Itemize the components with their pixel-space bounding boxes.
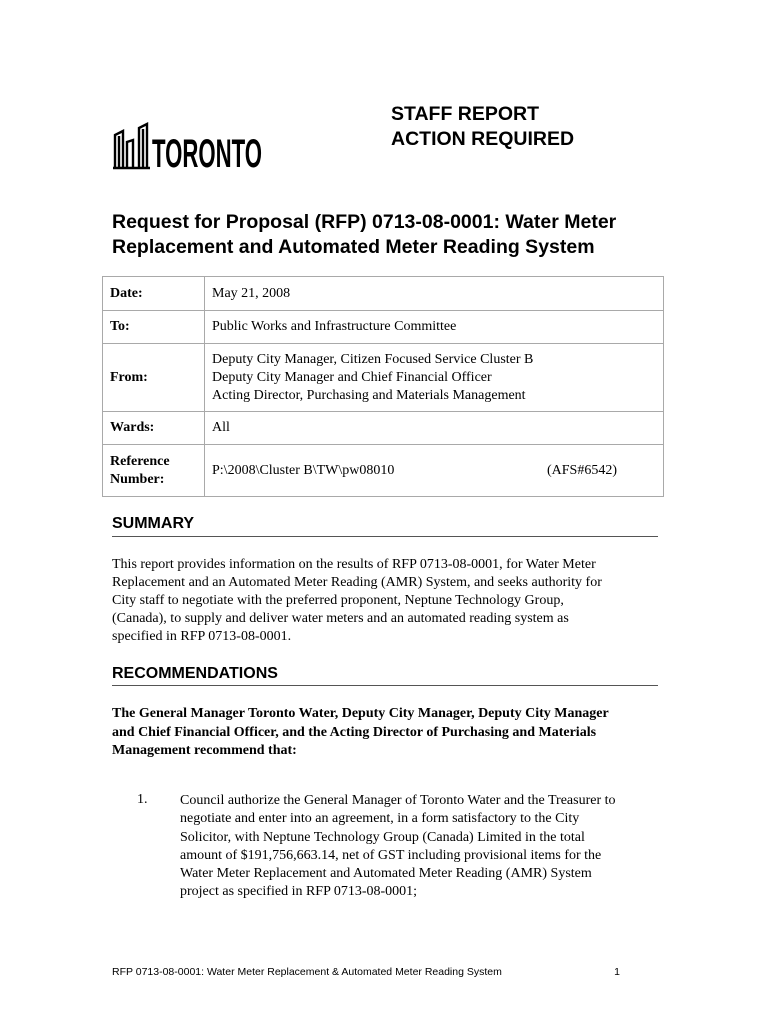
wards-row	[103, 412, 664, 445]
summary-paragraph	[112, 556, 660, 646]
summary-line-4: (Canada), to supply and deliver water meters and an automated reading system as	[112, 611, 569, 626]
recommendation-line-1: Council authorize the General Manager of Toronto Water and the Treasurer to	[180, 793, 616, 808]
date-row	[103, 277, 664, 311]
summary-line-2: Replacement and an Automated Meter Reading (AMR) System, and seeks authority for	[112, 575, 602, 590]
page-footer	[112, 966, 620, 978]
from-value	[205, 344, 664, 412]
recommendation-line-5: Water Meter Replacement and Automated Meter Reading (AMR) System	[180, 866, 592, 882]
reference-value	[205, 445, 664, 497]
footer-text: RFP 0713-08-0001: Water Meter Replacement & Automated Meter Reading System	[112, 966, 502, 978]
from-row	[103, 344, 664, 412]
recommendation-item	[180, 792, 662, 902]
recommendation-line-6: project as specified in RFP 0713-08-0001;	[180, 884, 418, 900]
to-row	[103, 311, 664, 344]
summary-line-5: specified in RFP 0713-08-0001.	[112, 629, 292, 644]
reference-label	[103, 445, 205, 497]
date-value: May 21, 2008	[205, 277, 664, 311]
to-label: To:	[103, 311, 205, 344]
from-line-1: Deputy City Manager, Citizen Focused Service Cluster B	[212, 351, 534, 367]
from-line-2: Deputy City Manager and Chief Financial Officer	[212, 369, 492, 385]
reference-path: P:\2008\Cluster B\TW\pw08010	[212, 462, 395, 478]
to-value: Public Works and Infrastructure Committee	[205, 311, 664, 344]
reference-afs-number: (AFS#6542)	[546, 462, 617, 478]
document-title	[112, 210, 672, 260]
logo-wordmark: TORONTO	[152, 132, 262, 176]
from-label: From:	[103, 344, 205, 412]
reference-row	[103, 445, 664, 497]
wards-label: Wards:	[103, 412, 205, 445]
report-type-line-2: ACTION REQUIRED	[391, 128, 575, 150]
title-line-1: Request for Proposal (RFP) 0713-08-0001: Water Meter	[112, 211, 617, 233]
recommendations-lead-line-1: The General Manager Toronto Water, Deputy City Manager, Deputy City Manager	[112, 706, 609, 721]
recommendation-number: 1.	[137, 792, 148, 807]
summary-line-3: City staff to negotiate with the preferred proponent, Neptune Technology Group,	[112, 593, 564, 608]
title-line-2: Replacement and Automated Meter Reading System	[112, 236, 595, 258]
summary-line-1: This report provides information on the results of RFP 0713-08-0001, for Water Meter	[112, 557, 596, 572]
recommendations-lead	[112, 705, 664, 761]
from-line-3: Acting Director, Purchasing and Materials Management	[212, 387, 526, 403]
date-label: Date:	[103, 277, 205, 311]
summary-divider	[112, 536, 658, 537]
recommendations-lead-line-3: Management recommend that:	[112, 743, 297, 758]
reference-label-line-2: Number:	[110, 471, 165, 487]
report-metadata-table	[102, 276, 664, 497]
recommendations-heading: RECOMMENDATIONS	[112, 665, 278, 682]
summary-heading: SUMMARY	[112, 515, 195, 532]
recommendation-line-3: Solicitor, with Neptune Technology Group (Canada) Limited in the total	[180, 829, 585, 845]
recommendation-line-2: negotiate and enter into an agreement, in a form satisfactory to the City	[180, 811, 580, 827]
recommendations-divider	[112, 685, 658, 686]
recommendations-lead-line-2: and Chief Financial Officer, and the Acting Director of Purchasing and Materials	[112, 724, 597, 740]
recommendation-line-4: amount of $191,756,663.14, net of GST including provisional items for the	[180, 847, 602, 863]
reference-label-line-1: Reference	[110, 453, 170, 469]
wards-value: All	[205, 412, 664, 445]
report-type	[391, 102, 574, 152]
city-of-toronto-logo	[112, 120, 264, 176]
page-number: 1	[614, 966, 620, 978]
report-type-line-1: STAFF REPORT	[391, 103, 540, 125]
